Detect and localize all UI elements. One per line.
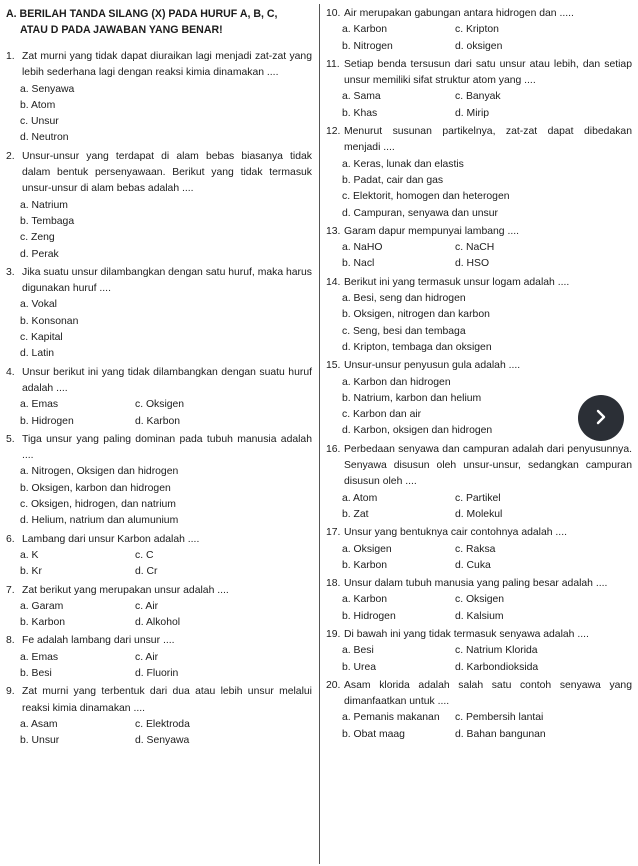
question-number: 5. bbox=[6, 433, 15, 445]
answer-option[interactable]: a. Karbon dan hidrogen bbox=[342, 376, 451, 388]
answer-option[interactable]: a. Garam bbox=[20, 600, 64, 612]
question-stem bbox=[6, 633, 312, 649]
question-item bbox=[6, 633, 312, 682]
answer-option[interactable]: d. Cuka bbox=[455, 559, 491, 571]
answer-option[interactable]: d. Campuran, senyawa dan unsur bbox=[342, 207, 498, 219]
question-text: Asam klorida adalah salah satu contoh senyawa yang dimanfaatkan untuk .... bbox=[344, 679, 632, 708]
question-number: 7. bbox=[6, 584, 15, 596]
answer-option[interactable]: d. Mirip bbox=[455, 107, 490, 119]
answer-options bbox=[6, 548, 312, 581]
left-column bbox=[6, 6, 312, 751]
answer-option[interactable]: c. Elektorit, homogen dan heterogen bbox=[342, 191, 510, 203]
question-item bbox=[326, 124, 632, 222]
question-stem bbox=[326, 442, 632, 491]
question-item bbox=[326, 576, 632, 625]
chevron-right-icon bbox=[593, 409, 609, 428]
answer-option[interactable]: c. Banyak bbox=[455, 91, 501, 103]
answer-option[interactable]: b. Nitrogen bbox=[342, 40, 393, 52]
answer-options bbox=[326, 89, 632, 122]
question-item bbox=[326, 525, 632, 574]
answer-option[interactable]: c. Oksigen, hidrogen, dan natrium bbox=[20, 499, 176, 511]
question-text: Tiga unsur yang paling dominan pada tubuh manusia adalah .... bbox=[22, 433, 312, 462]
question-stem bbox=[326, 576, 632, 592]
answer-option[interactable]: a. Oksigen bbox=[342, 543, 392, 555]
answer-option[interactable]: d. Karbon, oksigen dan hidrogen bbox=[342, 425, 493, 437]
question-stem bbox=[6, 684, 312, 717]
question-stem bbox=[326, 6, 632, 22]
question-item bbox=[6, 149, 312, 263]
answer-option[interactable]: a. Emas bbox=[20, 399, 59, 411]
answer-option[interactable]: c. Karbon dan air bbox=[342, 409, 422, 421]
question-number: 13. bbox=[326, 225, 341, 237]
answer-option[interactable]: b. Oksigen, karbon dan hidrogen bbox=[20, 482, 171, 494]
question-text: Setiap benda tersusun dari satu unsur atau lebih, dan setiap unsur memiliki sifat struktur atom yang .... bbox=[344, 58, 632, 87]
right-question-list bbox=[326, 6, 632, 743]
answer-option[interactable]: c. Zeng bbox=[20, 232, 55, 244]
answer-options bbox=[326, 643, 632, 676]
answer-option[interactable]: b. Zat bbox=[342, 508, 369, 520]
question-stem bbox=[6, 532, 312, 548]
question-stem bbox=[326, 358, 632, 374]
left-question-list bbox=[6, 49, 312, 749]
answer-option[interactable]: c. Pembersih lantai bbox=[455, 712, 544, 724]
question-item bbox=[6, 684, 312, 749]
answer-options bbox=[6, 198, 312, 263]
question-stem bbox=[326, 627, 632, 643]
question-number: 9. bbox=[6, 686, 15, 698]
question-text: Unsur-unsur yang terdapat di alam bebas biasanya tidak dalam bentuk persenyawaan. Berikut yang tidak termasuk unsur-unsur di alam bebas adalah .... bbox=[22, 150, 312, 195]
answer-option[interactable]: d. Latin bbox=[20, 348, 55, 360]
answer-option[interactable]: c. Unsur bbox=[20, 116, 59, 128]
right-column bbox=[326, 6, 632, 745]
question-number: 17. bbox=[326, 527, 341, 539]
question-text: Zat murni yang tidak dapat diuraikan lagi menjadi zat-zat yang lebih sederhana lagi dengan reaksi kimia dinamakan .... bbox=[22, 51, 312, 79]
answer-option[interactable]: a. Besi bbox=[342, 645, 374, 657]
question-number: 1. bbox=[6, 51, 15, 62]
answer-option[interactable]: d. Kalsium bbox=[455, 610, 504, 622]
question-number: 15. bbox=[326, 360, 341, 372]
answer-options bbox=[326, 592, 632, 625]
answer-options bbox=[6, 397, 312, 430]
answer-option[interactable]: a. K bbox=[20, 549, 39, 561]
answer-options bbox=[326, 291, 632, 356]
question-item bbox=[326, 627, 632, 676]
column-divider bbox=[319, 4, 320, 864]
answer-option[interactable]: c. Raksa bbox=[455, 543, 496, 555]
answer-option[interactable]: b. Padat, cair dan gas bbox=[342, 174, 444, 186]
answer-option[interactable]: a. Keras, lunak dan elastis bbox=[342, 158, 464, 170]
question-text: Unsur berikut ini yang tidak dilambangkan dengan suatu huruf adalah .... bbox=[22, 366, 312, 394]
answer-option[interactable]: a. Emas bbox=[20, 651, 59, 663]
question-item bbox=[326, 275, 632, 356]
question-item bbox=[6, 532, 312, 581]
answer-option[interactable]: c. Seng, besi dan tembaga bbox=[342, 325, 466, 337]
answer-option[interactable]: c. Air bbox=[135, 651, 159, 663]
answer-option[interactable]: c. Kapital bbox=[20, 332, 63, 344]
answer-option[interactable]: d. Alkohol bbox=[135, 617, 181, 629]
question-number: 2. bbox=[6, 150, 15, 162]
answer-option[interactable]: a. Natrium bbox=[20, 199, 68, 211]
answer-option[interactable]: a. NaHO bbox=[342, 242, 383, 254]
answer-option[interactable]: b. Besi bbox=[20, 667, 52, 679]
answer-option[interactable]: a. Asam bbox=[20, 718, 58, 730]
question-text: Zat murni yang terbentuk dari dua atau lebih unsur melalui reaksi kimia dinamakan .... bbox=[22, 686, 312, 714]
question-number: 16. bbox=[326, 443, 341, 455]
answer-option[interactable]: c. Elektroda bbox=[135, 718, 190, 730]
question-text: Garam dapur mempunyai lambang .... bbox=[344, 225, 519, 237]
question-item bbox=[326, 442, 632, 523]
answer-option[interactable]: b. Natrium, karbon dan helium bbox=[342, 392, 482, 404]
question-number: 18. bbox=[326, 578, 341, 590]
answer-options bbox=[6, 717, 312, 750]
answer-option[interactable]: b. Unsur bbox=[20, 735, 60, 747]
answer-option[interactable]: d. HSO bbox=[455, 258, 490, 270]
answer-options bbox=[6, 82, 312, 147]
question-text: Perbedaan senyawa dan campuran adalah dari penyusunnya. Senyawa disusun oleh unsur-unsur, sedangkan campuran disusun oleh .... bbox=[344, 443, 632, 488]
question-number: 3. bbox=[6, 266, 15, 278]
answer-option[interactable]: a. Karbon bbox=[342, 594, 388, 606]
question-stem bbox=[326, 275, 632, 291]
question-number: 12. bbox=[326, 126, 341, 138]
answer-option[interactable]: c. C bbox=[135, 549, 154, 561]
answer-option[interactable]: d. Perak bbox=[20, 248, 59, 260]
question-number: 20. bbox=[326, 679, 341, 691]
question-item bbox=[326, 678, 632, 743]
answer-option[interactable]: b. Nacl bbox=[342, 258, 375, 270]
question-text: Zat berikut yang merupakan unsur adalah .... bbox=[22, 584, 229, 596]
answer-option[interactable]: d. Bahan bangunan bbox=[455, 728, 546, 740]
answer-option[interactable]: d. Senyawa bbox=[135, 735, 190, 747]
question-item bbox=[6, 365, 312, 430]
answer-option[interactable]: d. oksigen bbox=[455, 40, 503, 52]
answer-option[interactable]: b. Urea bbox=[342, 661, 377, 673]
answer-option[interactable]: d. Fluorin bbox=[135, 667, 179, 679]
instruction-line-1: A. BERILAH TANDA SILANG (X) PADA HURUF A, B, C, bbox=[6, 8, 278, 20]
answer-option[interactable]: c. Oksigen bbox=[455, 594, 505, 606]
answer-option[interactable]: d. Karbondioksida bbox=[455, 661, 539, 673]
instruction-header bbox=[6, 6, 312, 38]
answer-options bbox=[326, 157, 632, 222]
question-stem bbox=[326, 57, 632, 90]
answer-options bbox=[6, 464, 312, 529]
answer-option[interactable]: d. Molekul bbox=[455, 508, 503, 520]
question-item bbox=[6, 265, 312, 363]
question-number: 8. bbox=[6, 635, 15, 647]
question-stem bbox=[6, 365, 312, 398]
question-stem bbox=[326, 124, 632, 157]
instruction-line-2: ATAU D PADA JAWABAN YANG BENAR! bbox=[20, 24, 223, 36]
question-text: Lambang dari unsur Karbon adalah .... bbox=[22, 533, 200, 545]
question-stem bbox=[6, 583, 312, 599]
answer-option[interactable]: a. Vokal bbox=[20, 299, 57, 311]
question-text: Berikut ini yang termasuk unsur logam adalah .... bbox=[344, 276, 570, 288]
answer-option[interactable]: b. Oksigen, nitrogen dan karbon bbox=[342, 309, 490, 321]
question-stem bbox=[326, 678, 632, 711]
question-stem bbox=[6, 149, 312, 198]
answer-option[interactable]: a. Senyawa bbox=[20, 83, 75, 95]
answer-options bbox=[6, 599, 312, 632]
question-stem bbox=[6, 265, 312, 298]
answer-option[interactable]: c. NaCH bbox=[455, 242, 495, 254]
answer-options bbox=[326, 240, 632, 273]
question-stem bbox=[6, 49, 312, 82]
question-text: Unsur-unsur penyusun gula adalah .... bbox=[344, 360, 521, 372]
answer-options bbox=[326, 491, 632, 524]
question-item bbox=[326, 6, 632, 55]
question-stem bbox=[326, 525, 632, 541]
answer-option[interactable]: d. Neutron bbox=[20, 132, 69, 144]
question-stem bbox=[6, 432, 312, 465]
answer-option[interactable]: c. Partikel bbox=[455, 492, 501, 504]
question-number: 14. bbox=[326, 276, 341, 288]
answer-option[interactable]: a. Nitrogen, Oksigen dan hidrogen bbox=[20, 466, 179, 478]
answer-option[interactable]: a. Karbon bbox=[342, 24, 388, 36]
answer-option[interactable]: d. Helium, natrium dan alumunium bbox=[20, 515, 179, 527]
answer-option[interactable]: b. Hidrogen bbox=[342, 610, 396, 622]
question-item bbox=[6, 49, 312, 147]
question-number: 11. bbox=[326, 58, 340, 70]
answer-options bbox=[326, 22, 632, 55]
question-number: 4. bbox=[6, 366, 15, 378]
answer-option[interactable]: c. Oksigen bbox=[135, 399, 185, 411]
answer-option[interactable]: a. Atom bbox=[342, 492, 378, 504]
question-item bbox=[326, 57, 632, 122]
answer-option[interactable]: b. Hidrogen bbox=[20, 415, 74, 427]
question-item bbox=[326, 224, 632, 273]
answer-option[interactable]: b. Karbon bbox=[20, 617, 66, 629]
answer-option[interactable]: c. Air bbox=[135, 600, 159, 612]
answer-option[interactable]: d. Cr bbox=[135, 566, 158, 578]
answer-option[interactable]: b. Tembaga bbox=[20, 215, 75, 227]
question-text: Air merupakan gabungan antara hidrogen dan ..... bbox=[344, 8, 574, 19]
answer-options bbox=[6, 297, 312, 362]
answer-option[interactable]: a. Besi, seng dan hidrogen bbox=[342, 293, 466, 305]
question-item bbox=[6, 432, 312, 530]
answer-option[interactable]: a. Sama bbox=[342, 91, 381, 103]
answer-option[interactable]: c. Natrium Klorida bbox=[455, 645, 538, 657]
question-text: Menurut susunan partikelnya, zat-zat dapat dibedakan menjadi .... bbox=[344, 126, 632, 154]
answer-option[interactable]: b. Karbon bbox=[342, 559, 388, 571]
answer-options bbox=[6, 650, 312, 683]
answer-option[interactable]: d. Kripton, tembaga dan oksigen bbox=[342, 341, 492, 353]
answer-option[interactable]: b. Khas bbox=[342, 107, 378, 119]
question-text: Unsur dalam tubuh manusia yang paling besar adalah .... bbox=[344, 578, 608, 590]
answer-option[interactable]: b. Obat maag bbox=[342, 728, 405, 740]
answer-options bbox=[326, 542, 632, 575]
question-text: Unsur yang bentuknya cair contohnya adalah .... bbox=[344, 527, 567, 539]
answer-option[interactable]: b. Konsonan bbox=[20, 315, 79, 327]
question-number: 19. bbox=[326, 628, 341, 640]
question-text: Jika suatu unsur dilambangkan dengan satu huruf, maka harus digunakan huruf .... bbox=[22, 266, 312, 295]
answer-option[interactable]: d. Karbon bbox=[135, 415, 181, 427]
question-number: 6. bbox=[6, 533, 15, 545]
answer-option[interactable]: a. Pemanis makanan bbox=[342, 712, 440, 724]
answer-options bbox=[326, 710, 632, 743]
next-page-button[interactable] bbox=[578, 395, 624, 441]
question-text: Fe adalah lambang dari unsur .... bbox=[22, 635, 175, 647]
answer-option[interactable]: b. Atom bbox=[20, 99, 56, 111]
question-item bbox=[6, 583, 312, 632]
question-text: Di bawah ini yang tidak termasuk senyawa adalah .... bbox=[344, 628, 589, 640]
question-stem bbox=[326, 224, 632, 240]
answer-option[interactable]: c. Kripton bbox=[455, 24, 499, 36]
answer-option[interactable]: b. Kr bbox=[20, 566, 42, 578]
question-number: 10. bbox=[326, 8, 341, 19]
